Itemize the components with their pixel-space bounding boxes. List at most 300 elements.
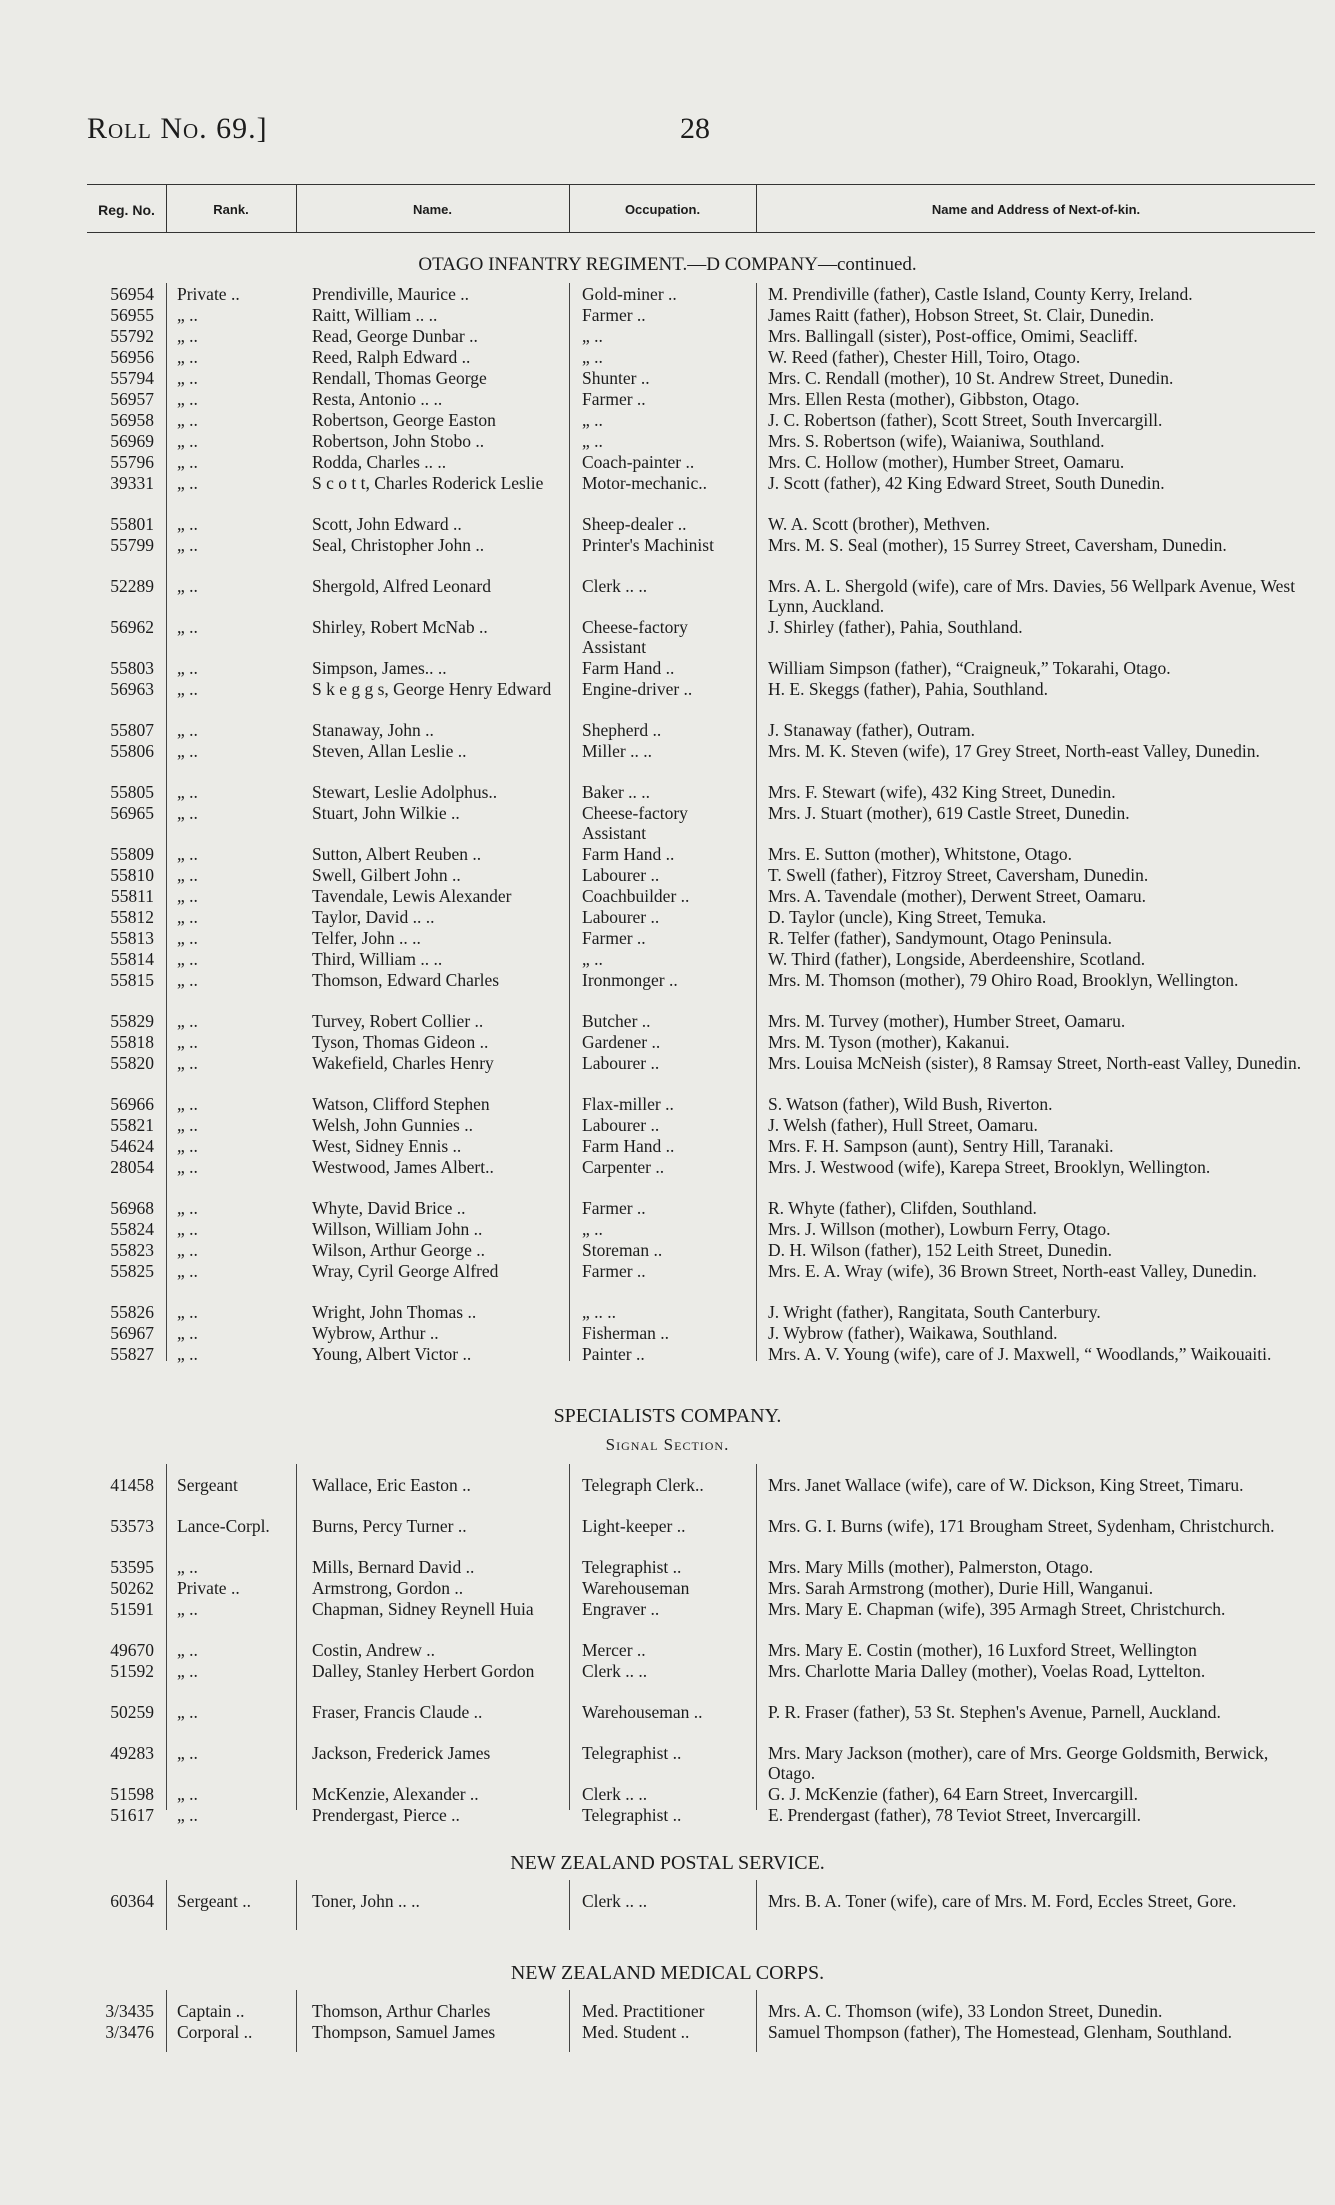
cell-name: S c o t t, Charles Roderick Leslie (312, 473, 544, 493)
cell-reg-no: 50259 (110, 1702, 154, 1722)
section-title-postal: NEW ZEALAND POSTAL SERVICE. (510, 1852, 825, 1874)
column-rule (166, 1990, 167, 2052)
cell-next-of-kin: Mrs. Mary E. Costin (mother), 16 Luxford Street, Wellington (768, 1640, 1197, 1660)
cell-next-of-kin: Mrs. C. Hollow (mother), Humber Street, Oamaru. (768, 452, 1125, 472)
cell-reg-no: 55803 (110, 658, 154, 678)
cell-reg-no: 53595 (110, 1557, 154, 1577)
cell-reg-no: 56969 (110, 431, 154, 451)
cell-next-of-kin: W. Reed (father), Chester Hill, Toiro, Otago. (768, 347, 1081, 367)
cell-reg-no: 55825 (110, 1261, 154, 1281)
column-rule (569, 283, 570, 1361)
cell-rank: „ .. (177, 1053, 198, 1073)
cell-next-of-kin: J. Shirley (father), Pahia, Southland. (768, 617, 1023, 637)
cell-occupation: Telegraphist .. (582, 1557, 682, 1577)
cell-rank: Private .. (177, 284, 240, 304)
cell-rank: „ .. (177, 907, 198, 927)
cell-occupation: Clerk .. .. (582, 1891, 648, 1911)
cell-occupation: „ .. (582, 326, 603, 346)
section-title-medical: NEW ZEALAND MEDICAL CORPS. (510, 1962, 825, 1984)
cell-reg-no: 55807 (110, 720, 154, 740)
cell-next-of-kin: Mrs. Charlotte Maria Dalley (mother), Voelas Road, Lyttelton. (768, 1661, 1206, 1681)
cell-name: Robertson, John Stobo .. (312, 431, 485, 451)
cell-next-of-kin: Mrs. M. S. Seal (mother), 15 Surrey Street, Caversham, Dunedin. (768, 535, 1227, 555)
cell-occupation: Painter .. (582, 1344, 645, 1364)
cell-rank: „ .. (177, 535, 198, 555)
cell-next-of-kin: Mrs. A. L. Shergold (wife), care of Mrs. Davies, 56 Wellpark Avenue, West Lynn, Auckland. (768, 576, 1296, 616)
cell-reg-no: 55821 (110, 1115, 154, 1135)
cell-name: Tavendale, Lewis Alexander (312, 886, 512, 906)
cell-next-of-kin: J. Scott (father), 42 King Edward Street, South Dunedin. (768, 473, 1165, 493)
column-rule (296, 1464, 297, 1810)
cell-name: Third, William .. .. (312, 949, 443, 969)
cell-name: Mills, Bernard David .. (312, 1557, 475, 1577)
cell-name: Stuart, John Wilkie .. (312, 803, 460, 823)
cell-occupation: „ .. (582, 347, 603, 367)
cell-name: Wakefield, Charles Henry (312, 1053, 494, 1073)
cell-next-of-kin: James Raitt (father), Hobson Street, St. Clair, Dunedin. (768, 305, 1155, 325)
column-rule (166, 1464, 167, 1810)
cell-rank: „ .. (177, 1011, 198, 1031)
cell-occupation: Shepherd .. (582, 720, 662, 740)
cell-rank: „ .. (177, 1784, 198, 1804)
cell-next-of-kin: Mrs. S. Robertson (wife), Waianiwa, Southland. (768, 431, 1105, 451)
cell-reg-no: 55815 (110, 970, 154, 990)
cell-reg-no: 56957 (110, 389, 154, 409)
cell-rank: „ .. (177, 1743, 198, 1763)
cell-occupation: „ .. (582, 949, 603, 969)
cell-next-of-kin: J. Wybrow (father), Waikawa, Southland. (768, 1323, 1058, 1343)
cell-name: Prendergast, Pierce .. (312, 1805, 460, 1825)
cell-name: Westwood, James Albert.. (312, 1157, 494, 1177)
cell-reg-no: 51592 (110, 1661, 154, 1681)
cell-reg-no: 41458 (110, 1475, 154, 1495)
column-rule (166, 283, 167, 1361)
cell-rank: „ .. (177, 782, 198, 802)
cell-occupation: Storeman .. (582, 1240, 663, 1260)
cell-rank: „ .. (177, 720, 198, 740)
cell-rank: „ .. (177, 389, 198, 409)
cell-next-of-kin: Mrs. F. H. Sampson (aunt), Sentry Hill, Taranaki. (768, 1136, 1114, 1156)
cell-reg-no: 55820 (110, 1053, 154, 1073)
page-number: 28 (680, 112, 710, 145)
cell-rank: „ .. (177, 1702, 198, 1722)
cell-name: West, Sidney Ennis .. (312, 1136, 462, 1156)
cell-name: Burns, Percy Turner .. (312, 1516, 467, 1536)
cell-rank: „ .. (177, 410, 198, 430)
cell-reg-no: 51591 (110, 1599, 154, 1619)
cell-occupation: Engraver .. (582, 1599, 660, 1619)
cell-rank: „ .. (177, 1557, 198, 1577)
header-occupation: Occupation. (624, 202, 701, 217)
cell-occupation: Clerk .. .. (582, 576, 648, 596)
cell-name: Steven, Allan Leslie .. (312, 741, 467, 761)
cell-name: Prendiville, Maurice .. (312, 284, 469, 304)
cell-name: Shergold, Alfred Leonard (312, 576, 492, 596)
table-header (0, 184, 1335, 234)
cell-occupation: Sheep-dealer .. (582, 514, 687, 534)
cell-reg-no: 39331 (110, 473, 154, 493)
cell-reg-no: 28054 (110, 1157, 154, 1177)
cell-name: S k e g g s, George Henry Edward (312, 679, 552, 699)
cell-reg-no: 56962 (110, 617, 154, 637)
section-subtitle-signal: Signal Section. (605, 1435, 730, 1454)
cell-occupation: Butcher .. (582, 1011, 651, 1031)
cell-name: Thompson, Samuel James (312, 2022, 496, 2042)
cell-occupation: Farmer .. (582, 389, 646, 409)
cell-reg-no: 56965 (110, 803, 154, 823)
cell-name: McKenzie, Alexander .. (312, 1784, 479, 1804)
cell-occupation: Shunter .. (582, 368, 650, 388)
cell-next-of-kin: Mrs. Ellen Resta (mother), Gibbston, Otago. (768, 389, 1080, 409)
cell-rank: „ .. (177, 368, 198, 388)
cell-name: Thomson, Arthur Charles (312, 2001, 491, 2021)
cell-rank: „ .. (177, 1323, 198, 1343)
cell-rank: „ .. (177, 1157, 198, 1177)
cell-reg-no: 54624 (110, 1136, 154, 1156)
header-top-rule (87, 184, 1315, 185)
cell-reg-no: 55814 (110, 949, 154, 969)
cell-name: Toner, John .. .. (312, 1891, 420, 1911)
cell-next-of-kin: H. E. Skeggs (father), Pahia, Southland. (768, 679, 1048, 699)
cell-occupation: Printer's Machinist (582, 535, 714, 555)
cell-name: Telfer, John .. .. (312, 928, 421, 948)
cell-name: Scott, John Edward .. (312, 514, 462, 534)
cell-rank: „ .. (177, 1302, 198, 1322)
cell-next-of-kin: D. Taylor (uncle), King Street, Temuka. (768, 907, 1047, 927)
cell-name: Wray, Cyril George Alfred (312, 1261, 499, 1281)
cell-rank: Lance-Corpl. (177, 1516, 270, 1536)
cell-rank: „ .. (177, 949, 198, 969)
cell-occupation: Labourer .. (582, 865, 660, 885)
header-reg-no: Reg. No. (98, 202, 155, 218)
cell-name: Watson, Clifford Stephen (312, 1094, 490, 1114)
column-rule (756, 283, 757, 1361)
cell-rank: „ .. (177, 970, 198, 990)
cell-reg-no: 55827 (110, 1344, 154, 1364)
cell-reg-no: 52289 (110, 576, 154, 596)
cell-occupation: Med. Practitioner (582, 2001, 705, 2021)
cell-name: Stanaway, John .. (312, 720, 434, 740)
cell-occupation: Farm Hand .. (582, 658, 675, 678)
cell-name: Fraser, Francis Claude .. (312, 1702, 483, 1722)
cell-rank: „ .. (177, 1219, 198, 1239)
cell-next-of-kin: Mrs. Ballingall (sister), Post-office, Omimi, Seacliff. (768, 326, 1138, 346)
cell-next-of-kin: Mrs. C. Rendall (mother), 10 St. Andrew Street, Dunedin. (768, 368, 1174, 388)
cell-occupation: Farm Hand .. (582, 844, 675, 864)
cell-reg-no: 55813 (110, 928, 154, 948)
cell-reg-no: 56955 (110, 305, 154, 325)
cell-occupation: Telegraphist .. (582, 1805, 682, 1825)
cell-rank: Private .. (177, 1578, 240, 1598)
cell-reg-no: 55805 (110, 782, 154, 802)
cell-name: Seal, Christopher John .. (312, 535, 485, 555)
cell-name: Chapman, Sidney Reynell Huia (312, 1599, 534, 1619)
cell-occupation: Coach-painter .. (582, 452, 695, 472)
cell-name: Rendall, Thomas George (312, 368, 487, 388)
cell-rank: „ .. (177, 1599, 198, 1619)
cell-name: Sutton, Albert Reuben .. (312, 844, 482, 864)
cell-occupation: Telegraphist .. (582, 1743, 682, 1763)
cell-occupation: Farmer .. (582, 305, 646, 325)
cell-next-of-kin: Mrs. A. Tavendale (mother), Derwent Street, Oamaru. (768, 886, 1146, 906)
cell-rank: „ .. (177, 305, 198, 325)
cell-occupation: Farmer .. (582, 1261, 646, 1281)
cell-next-of-kin: William Simpson (father), “Craigneuk,” Tokarahi, Otago. (768, 658, 1171, 678)
cell-next-of-kin: Mrs. Louisa McNeish (sister), 8 Ramsay Street, North-east Valley, Dunedin. (768, 1053, 1302, 1073)
cell-rank: „ .. (177, 1640, 198, 1660)
cell-occupation: Flax-miller .. (582, 1094, 674, 1114)
cell-occupation: Gardener .. (582, 1032, 661, 1052)
cell-reg-no: 55799 (110, 535, 154, 555)
cell-reg-no: 55826 (110, 1302, 154, 1322)
cell-occupation: Farmer .. (582, 1198, 646, 1218)
cell-next-of-kin: W. A. Scott (brother), Methven. (768, 514, 990, 534)
cell-occupation: Farm Hand .. (582, 1136, 675, 1156)
column-rule (296, 1880, 297, 1930)
cell-rank: „ .. (177, 679, 198, 699)
cell-name: Taylor, David .. .. (312, 907, 435, 927)
cell-next-of-kin: E. Prendergast (father), 78 Teviot Street, Invercargill. (768, 1805, 1141, 1825)
cell-name: Swell, Gilbert John .. (312, 865, 461, 885)
cell-next-of-kin: Mrs. F. Stewart (wife), 432 King Street, Dunedin. (768, 782, 1116, 802)
cell-occupation: Baker .. .. (582, 782, 651, 802)
cell-reg-no: 55810 (110, 865, 154, 885)
cell-occupation: Clerk .. .. (582, 1784, 648, 1804)
cell-reg-no: 51598 (110, 1784, 154, 1804)
roll-number: Roll No. 69.] (87, 112, 268, 145)
cell-next-of-kin: W. Third (father), Longside, Aberdeenshire, Scotland. (768, 949, 1146, 969)
column-rule (756, 1990, 757, 2052)
cell-reg-no: 60364 (110, 1891, 154, 1911)
cell-next-of-kin: Mrs. M. Turvey (mother), Humber Street, Oamaru. (768, 1011, 1126, 1031)
cell-next-of-kin: Mrs. M. Tyson (mother), Kakanui. (768, 1032, 1010, 1052)
cell-next-of-kin: Mrs. Janet Wallace (wife), care of W. Dickson, King Street, Timaru. (768, 1475, 1244, 1495)
cell-next-of-kin: Mrs. M. K. Steven (wife), 17 Grey Street, North-east Valley, Dunedin. (768, 741, 1260, 761)
cell-name: Reed, Ralph Edward .. (312, 347, 471, 367)
cell-reg-no: 53573 (110, 1516, 154, 1536)
cell-next-of-kin: Mrs. M. Thomson (mother), 79 Ohiro Road, Brooklyn, Wellington. (768, 970, 1239, 990)
cell-next-of-kin: Mrs. Sarah Armstrong (mother), Durie Hill, Wanganui. (768, 1578, 1154, 1598)
cell-rank: Corporal .. (177, 2022, 253, 2042)
cell-reg-no: 55806 (110, 741, 154, 761)
cell-rank: „ .. (177, 844, 198, 864)
cell-occupation: Coachbuilder .. (582, 886, 690, 906)
cell-occupation: Light-keeper .. (582, 1516, 686, 1536)
cell-rank: „ .. (177, 1136, 198, 1156)
cell-next-of-kin: D. H. Wilson (father), 152 Leith Street, Dunedin. (768, 1240, 1113, 1260)
cell-name: Whyte, David Brice .. (312, 1198, 466, 1218)
column-rule (569, 1880, 570, 1930)
cell-next-of-kin: Mrs. A. V. Young (wife), care of J. Maxwell, “ Woodlands,” Waikouaiti. (768, 1344, 1272, 1364)
cell-reg-no: 55809 (110, 844, 154, 864)
cell-reg-no: 55811 (110, 886, 154, 906)
cell-next-of-kin: Mrs. G. I. Burns (wife), 171 Brougham Street, Sydenham, Christchurch. (768, 1516, 1275, 1536)
cell-name: Raitt, William .. .. (312, 305, 438, 325)
cell-rank: „ .. (177, 741, 198, 761)
cell-rank: „ .. (177, 928, 198, 948)
header-next-of-kin: Name and Address of Next-of-kin. (931, 202, 1141, 217)
cell-reg-no: 55794 (110, 368, 154, 388)
cell-occupation: Motor-mechanic.. (582, 473, 708, 493)
cell-occupation: Farmer .. (582, 928, 646, 948)
cell-rank: „ .. (177, 1805, 198, 1825)
cell-reg-no: 56967 (110, 1323, 154, 1343)
cell-reg-no: 56966 (110, 1094, 154, 1114)
cell-occupation: Telegraph Clerk.. (582, 1475, 704, 1495)
cell-next-of-kin: Mrs. J. Stuart (mother), 619 Castle Street, Dunedin. (768, 803, 1130, 823)
section-title-specialists: SPECIALISTS COMPANY. (553, 1405, 782, 1427)
cell-reg-no: 56963 (110, 679, 154, 699)
cell-rank: „ .. (177, 347, 198, 367)
cell-reg-no: 56958 (110, 410, 154, 430)
cell-occupation: Ironmonger .. (582, 970, 678, 990)
cell-reg-no: 51617 (110, 1805, 154, 1825)
column-rule (756, 1880, 757, 1930)
cell-occupation: Labourer .. (582, 1053, 660, 1073)
cell-name: Wallace, Eric Easton .. (312, 1475, 471, 1495)
cell-rank: „ .. (177, 886, 198, 906)
cell-rank: Sergeant (177, 1475, 238, 1495)
cell-rank: „ .. (177, 576, 198, 596)
cell-occupation: Miller .. .. (582, 741, 652, 761)
cell-occupation: „ .. (582, 1219, 603, 1239)
cell-name: Dalley, Stanley Herbert Gordon (312, 1661, 535, 1681)
cell-next-of-kin: J. C. Robertson (father), Scott Street, South Invercargill. (768, 410, 1163, 430)
cell-reg-no: 56968 (110, 1198, 154, 1218)
cell-rank: „ .. (177, 1115, 198, 1135)
cell-rank: „ .. (177, 431, 198, 451)
cell-occupation: Engine-driver .. (582, 679, 693, 699)
cell-name: Stewart, Leslie Adolphus.. (312, 782, 498, 802)
cell-reg-no: 55823 (110, 1240, 154, 1260)
column-rule (166, 1880, 167, 1930)
cell-name: Read, George Dunbar .. (312, 326, 478, 346)
header-name: Name. (412, 202, 453, 217)
column-rule (296, 1990, 297, 2052)
cell-next-of-kin: Mrs. E. Sutton (mother), Whitstone, Otago. (768, 844, 1072, 864)
cell-name: Tyson, Thomas Gideon .. (312, 1032, 489, 1052)
cell-name: Wilson, Arthur George .. (312, 1240, 485, 1260)
cell-rank: „ .. (177, 514, 198, 534)
cell-rank: „ .. (177, 473, 198, 493)
cell-name: Rodda, Charles .. .. (312, 452, 447, 472)
cell-occupation: Warehouseman .. (582, 1702, 703, 1722)
cell-occupation: Labourer .. (582, 1115, 660, 1135)
cell-reg-no: 55792 (110, 326, 154, 346)
cell-name: Young, Albert Victor .. (312, 1344, 472, 1364)
cell-occupation: Clerk .. .. (582, 1661, 648, 1681)
cell-next-of-kin: Mrs. E. A. Wray (wife), 36 Brown Street, North-east Valley, Dunedin. (768, 1261, 1257, 1281)
cell-rank: „ .. (177, 803, 198, 823)
cell-occupation: Gold-miner .. (582, 284, 677, 304)
header-rank: Rank. (213, 202, 249, 217)
cell-rank: Sergeant .. (177, 1891, 252, 1911)
cell-next-of-kin: G. J. McKenzie (father), 64 Earn Street, Invercargill. (768, 1784, 1138, 1804)
cell-name: Welsh, John Gunnies .. (312, 1115, 473, 1135)
cell-occupation: Cheese-factory Assistant (582, 617, 688, 657)
cell-next-of-kin: Mrs. Mary Jackson (mother), care of Mrs. George Goldsmith, Berwick, Otago. (768, 1743, 1269, 1783)
cell-rank: „ .. (177, 1344, 198, 1364)
cell-rank: „ .. (177, 1240, 198, 1260)
cell-occupation: „ .. (582, 410, 603, 430)
cell-next-of-kin: Samuel Thompson (father), The Homestead, Glenham, Southland. (768, 2022, 1232, 2042)
cell-next-of-kin: Mrs. J. Westwood (wife), Karepa Street, Brooklyn, Wellington. (768, 1157, 1211, 1177)
cell-occupation: „ .. .. (582, 1302, 617, 1322)
cell-next-of-kin: Mrs. Mary Mills (mother), Palmerston, Otago. (768, 1557, 1094, 1577)
cell-name: Simpson, James.. .. (312, 658, 447, 678)
cell-next-of-kin: P. R. Fraser (father), 53 St. Stephen's Avenue, Parnell, Auckland. (768, 1702, 1221, 1722)
cell-rank: „ .. (177, 617, 198, 637)
cell-name: Shirley, Robert McNab .. (312, 617, 488, 637)
cell-rank: Captain .. (177, 2001, 245, 2021)
cell-reg-no: 55796 (110, 452, 154, 472)
cell-reg-no: 55829 (110, 1011, 154, 1031)
cell-reg-no: 49670 (110, 1640, 154, 1660)
cell-next-of-kin: Mrs. J. Willson (mother), Lowburn Ferry, Otago. (768, 1219, 1111, 1239)
cell-reg-no: 56956 (110, 347, 154, 367)
cell-next-of-kin: J. Welsh (father), Hull Street, Oamaru. (768, 1115, 1038, 1135)
cell-occupation: Med. Student .. (582, 2022, 690, 2042)
cell-reg-no: 56954 (110, 284, 154, 304)
header-bottom-rule (87, 232, 1315, 233)
cell-occupation: Cheese-factory Assistant (582, 803, 688, 843)
cell-rank: „ .. (177, 658, 198, 678)
cell-reg-no: 55818 (110, 1032, 154, 1052)
cell-next-of-kin: Mrs. B. A. Toner (wife), care of Mrs. M. Ford, Eccles Street, Gore. (768, 1891, 1237, 1911)
cell-name: Armstrong, Gordon .. (312, 1578, 464, 1598)
cell-rank: „ .. (177, 1032, 198, 1052)
cell-occupation: Warehouseman (582, 1578, 690, 1598)
cell-rank: „ .. (177, 326, 198, 346)
cell-next-of-kin: S. Watson (father), Wild Bush, Riverton. (768, 1094, 1053, 1114)
cell-next-of-kin: R. Telfer (father), Sandymount, Otago Peninsula. (768, 928, 1113, 948)
section-title-otago: OTAGO INFANTRY REGIMENT.—D COMPANY—continued. (418, 254, 917, 275)
cell-reg-no: 55812 (110, 907, 154, 927)
cell-next-of-kin: Mrs. Mary E. Chapman (wife), 395 Armagh Street, Christchurch. (768, 1599, 1226, 1619)
cell-reg-no: 3/3476 (105, 2022, 154, 2042)
cell-name: Thomson, Edward Charles (312, 970, 500, 990)
cell-reg-no: 55801 (110, 514, 154, 534)
column-rule (569, 1990, 570, 2052)
cell-occupation: Fisherman .. (582, 1323, 670, 1343)
cell-rank: „ .. (177, 1198, 198, 1218)
cell-reg-no: 49283 (110, 1743, 154, 1763)
cell-name: Jackson, Frederick James (312, 1743, 491, 1763)
cell-name: Turvey, Robert Collier .. (312, 1011, 484, 1031)
column-rule (569, 1464, 570, 1810)
cell-name: Wybrow, Arthur .. (312, 1323, 439, 1343)
cell-reg-no: 55824 (110, 1219, 154, 1239)
cell-next-of-kin: J. Wright (father), Rangitata, South Canterbury. (768, 1302, 1101, 1322)
cell-reg-no: 50262 (110, 1578, 154, 1598)
cell-rank: „ .. (177, 1261, 198, 1281)
cell-name: Wright, John Thomas .. (312, 1302, 477, 1322)
cell-rank: „ .. (177, 865, 198, 885)
cell-reg-no: 3/3435 (105, 2001, 154, 2021)
cell-occupation: Mercer .. (582, 1640, 646, 1660)
cell-next-of-kin: M. Prendiville (father), Castle Island, County Kerry, Ireland. (768, 284, 1193, 304)
cell-rank: „ .. (177, 1094, 198, 1114)
cell-next-of-kin: Mrs. A. C. Thomson (wife), 33 London Street, Dunedin. (768, 2001, 1163, 2021)
cell-occupation: „ .. (582, 431, 603, 451)
cell-name: Willson, William John .. (312, 1219, 483, 1239)
cell-next-of-kin: R. Whyte (father), Clifden, Southland. (768, 1198, 1037, 1218)
cell-rank: „ .. (177, 452, 198, 472)
cell-rank: „ .. (177, 1661, 198, 1681)
cell-name: Resta, Antonio .. .. (312, 389, 443, 409)
cell-next-of-kin: T. Swell (father), Fitzroy Street, Caversham, Dunedin. (768, 865, 1149, 885)
column-rule (756, 1464, 757, 1810)
